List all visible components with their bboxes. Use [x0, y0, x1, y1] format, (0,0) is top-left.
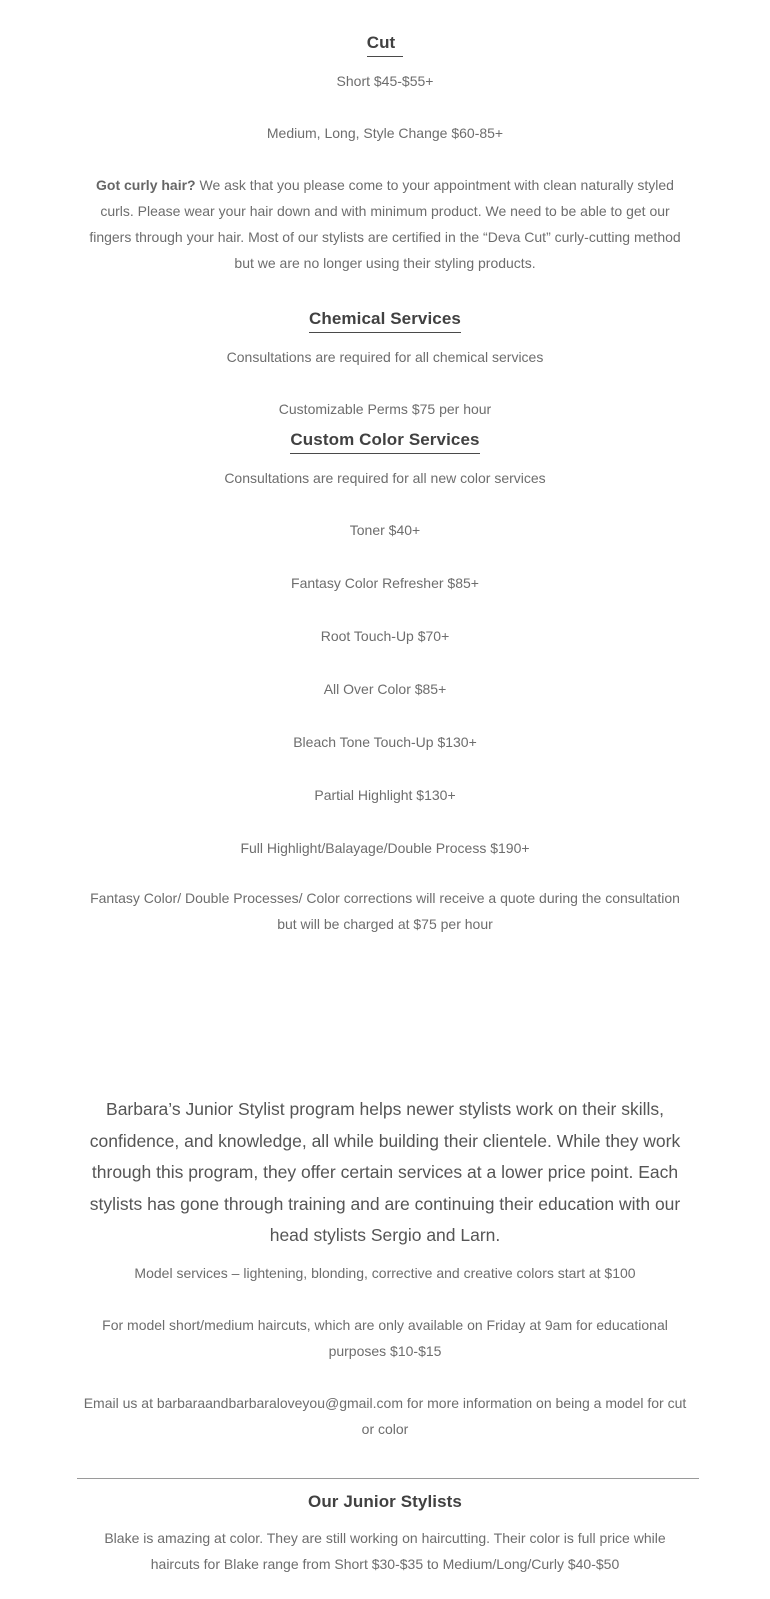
price-item-fantasy-color-refresher: Fantasy Color Refresher $85+: [291, 575, 479, 591]
email-note-suffix: for more information on being a model for cut or color: [361, 1394, 687, 1437]
blake-pricing-note: Blake is amazing at color. They are still working on haircutting. Their color is full price while haircuts for Blake range from Short $30-$35 to Medium/Long/Curly $40-$50: [104, 1529, 666, 1572]
chemical-consultation-note: Consultations are required for all chemical services: [226, 349, 544, 365]
email-address: barbaraandbarbaraloveyou@gmail.com: [156, 1394, 403, 1411]
custom-color-section: [83, 427, 687, 937]
chemical-services-section: [83, 306, 687, 422]
cut-price-short: Short $45-$55+: [336, 73, 434, 89]
cut-heading-text: Cut: [367, 30, 404, 57]
chemical-services-heading-text: Chemical Services: [309, 306, 461, 333]
price-item-full-highlight-balayage: Full Highlight/Balayage/Double Process $190+: [240, 840, 530, 856]
salon-services-price-page: [83, 0, 687, 1599]
email-note-prefix: Email us at: [83, 1394, 157, 1411]
price-item-root-touch-up: Root Touch-Up $70+: [320, 628, 450, 644]
curly-hair-note: [83, 172, 687, 276]
email-note: [83, 1390, 687, 1442]
price-item-bleach-tone-touch-up: Bleach Tone Touch-Up $130+: [293, 734, 477, 750]
junior-stylists-heading: Our Junior Stylists: [308, 1491, 462, 1511]
junior-program-intro: Barbara’s Junior Stylist program helps newer stylists work on their skills, confidence, and knowledge, all while building their clientele. While they work through this program, they offer certain services at a lower price point. Each stylists has gone through training and are continuing their education with our head stylists Sergio and Larn.: [89, 1099, 681, 1245]
chemical-services-heading: [83, 306, 687, 333]
price-item-partial-highlight: Partial Highlight $130+: [314, 787, 456, 803]
cut-heading: [83, 30, 687, 57]
curly-hair-note-text: We ask that you please come to your appointment with clean naturally styled curls. Please wear your hair down and with minimum product. We need to be able to get our fingers through your hair. Most of our stylists are certified in the “Deva Cut” curly-cutting method but we are no longer using their styling products.: [89, 177, 681, 271]
price-item-all-over-color: All Over Color $85+: [323, 681, 447, 697]
cut-price-medium-long: Medium, Long, Style Change $60-85+: [266, 125, 504, 141]
junior-stylist-program-section: [83, 1094, 687, 1442]
custom-color-heading: [83, 427, 687, 454]
model-services-note: Model services – lightening, blonding, corrective and creative colors start at $100: [134, 1264, 636, 1281]
color-quote-note: Fantasy Color/ Double Processes/ Color corrections will receive a quote during the consultation but will be charged at $75 per hour: [90, 890, 680, 932]
price-item-toner: Toner $40+: [349, 522, 421, 538]
got-curly-hair-label: Got curly hair?: [96, 177, 196, 193]
junior-stylists-section: [83, 1489, 687, 1577]
custom-color-heading-text: Custom Color Services: [290, 427, 479, 454]
section-divider: [77, 1478, 699, 1479]
color-consultation-note: Consultations are required for all new color services: [224, 470, 546, 486]
cut-section: [83, 30, 687, 276]
customizable-perms-price: Customizable Perms $75 per hour: [278, 401, 492, 417]
model-haircuts-note: For model short/medium haircuts, which are only available on Friday at 9am for educational purposes $10-$15: [102, 1316, 668, 1359]
